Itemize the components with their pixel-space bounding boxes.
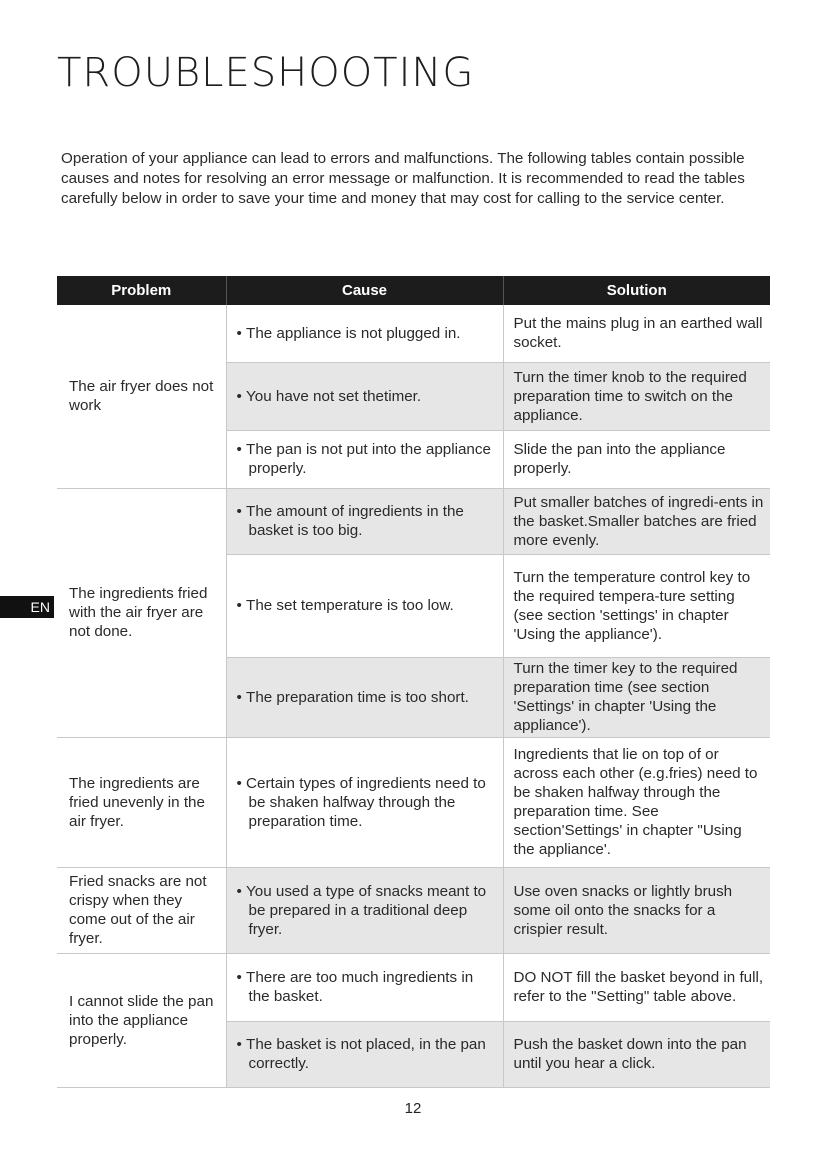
cause-cell: [226, 953, 503, 1021]
page-title: TROUBLESHOOTING: [57, 50, 475, 96]
table-row: [57, 488, 770, 554]
solution-cell: Use oven snacks or lightly brush some oil onto the snacks for a crispier result.: [503, 867, 770, 953]
problem-cell: I cannot slide the pan into the appliance properly.: [57, 953, 226, 1087]
cause-text: • The amount of ingredients in the basket is too big.: [237, 502, 497, 540]
problem-cell: The ingredients fried with the air fryer are not done.: [57, 488, 226, 737]
solution-cell: Turn the timer key to the required preparation time (see section 'Settings' in chapter 'Using the appliance').: [503, 657, 770, 737]
page-number: 12: [404, 1100, 422, 1117]
solution-cell: DO NOT fill the basket beyond in full, refer to the "Setting" table above.: [503, 953, 770, 1021]
cause-cell: [226, 362, 503, 430]
language-tab: EN: [0, 596, 54, 618]
troubleshooting-table: [57, 276, 770, 1088]
problem-cell: The ingredients are fried unevenly in the air fryer.: [57, 737, 226, 867]
intro-paragraph: Operation of your appliance can lead to errors and malfunctions. The following tables contain possible causes and notes for resolving an error message or malfunction. It is recommended to read the tables carefully below in order to save your time and money that may cost for calling to the service center.: [61, 150, 745, 207]
cause-text: • The preparation time is too short.: [237, 688, 497, 707]
cause-cell: [226, 305, 503, 362]
cause-text: • The basket is not placed, in the pan correctly.: [237, 1035, 497, 1073]
solution-cell: Put the mains plug in an earthed wall socket.: [503, 305, 770, 362]
cause-text: • There are too much ingredients in the basket.: [237, 968, 497, 1006]
cause-cell: [226, 554, 503, 657]
cause-cell: [226, 867, 503, 953]
problem-cell: The air fryer does not work: [57, 305, 226, 488]
table-row: [57, 953, 770, 1021]
solution-cell: Turn the temperature control key to the required tempera-ture setting (see section 'settings' in chapter 'Using the appliance').: [503, 554, 770, 657]
header-solution: Solution: [503, 276, 770, 305]
problem-cell: Fried snacks are not crispy when they come out of the air fryer.: [57, 867, 226, 953]
header-cause: Cause: [226, 276, 503, 305]
cause-text: • The set temperature is too low.: [237, 596, 497, 615]
solution-cell: Turn the timer knob to the required preparation time to switch on the appliance.: [503, 362, 770, 430]
cause-cell: [226, 430, 503, 488]
cause-text: • Certain types of ingredients need to be shaken halfway through the preparation time.: [237, 774, 497, 831]
table-header-row: [57, 276, 770, 305]
solution-cell: Put smaller batches of ingredi-ents in the basket.Smaller batches are fried more evenly.: [503, 488, 770, 554]
solution-cell: Ingredients that lie on top of or across each other (e.g.fries) need to be shaken halfway through the preparation time. See section'Settings' in chapter "Using the appliance'.: [503, 737, 770, 867]
solution-cell: Push the basket down into the pan until you hear a click.: [503, 1021, 770, 1087]
table-row: [57, 737, 770, 867]
cause-cell: [226, 737, 503, 867]
solution-cell: Slide the pan into the appliance properly.: [503, 430, 770, 488]
table-row: [57, 867, 770, 953]
table-row: [57, 305, 770, 362]
header-problem: Problem: [57, 276, 226, 305]
cause-text: • The appliance is not plugged in.: [237, 324, 497, 343]
cause-cell: [226, 1021, 503, 1087]
cause-cell: [226, 488, 503, 554]
cause-text: • You used a type of snacks meant to be prepared in a traditional deep fryer.: [237, 882, 497, 939]
cause-cell: [226, 657, 503, 737]
cause-text: • The pan is not put into the appliance properly.: [237, 440, 497, 478]
cause-text: • You have not set thetimer.: [237, 387, 497, 406]
